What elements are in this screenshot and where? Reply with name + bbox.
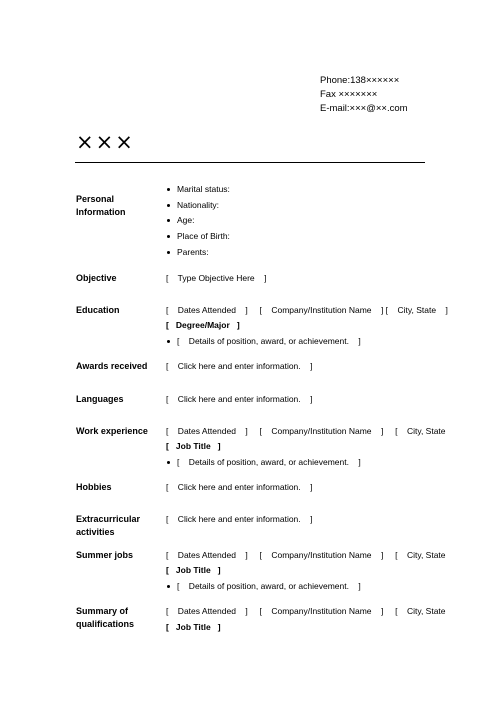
section-label-summary: Summary of qualifications xyxy=(76,606,135,629)
hobbies-field[interactable]: [ Click here and enter information. ] xyxy=(166,482,313,492)
education-degree-field[interactable]: [ Degree/Major ] xyxy=(166,320,240,330)
bullet-icon xyxy=(167,188,170,191)
list-item[interactable]: [ Details of position, award, or achievement. ] xyxy=(167,336,361,346)
section-label-education: Education xyxy=(76,305,120,315)
objective-field[interactable]: [ Type Objective Here ] xyxy=(166,273,267,283)
section-label-awards: Awards received xyxy=(76,361,148,371)
extracurricular-field[interactable]: [ Click here and enter information. ] xyxy=(166,514,313,524)
bullet-icon xyxy=(167,340,170,343)
phone-text: Phone:138×××××× xyxy=(320,75,400,86)
bullet-icon xyxy=(167,204,170,207)
languages-field[interactable]: [ Click here and enter information. ] xyxy=(166,394,313,404)
contact-block xyxy=(320,74,408,116)
section-label-work: Work experience xyxy=(76,426,148,436)
summer-dates-field[interactable]: [ Dates Attended ] [ Company/Institution Name ] [ City, State xyxy=(166,550,446,560)
list-item[interactable]: [ Details of position, award, or achievement. ] xyxy=(167,581,361,591)
header-divider xyxy=(75,162,425,163)
awards-field[interactable]: [ Click here and enter information. ] xyxy=(166,361,313,371)
section-label-summer: Summer jobs xyxy=(76,550,134,560)
bullet-icon xyxy=(167,235,170,238)
list-item: Marital status: xyxy=(167,184,230,194)
education-dates-field[interactable]: [ Dates Attended ] [ Company/Institution Name ] [ City, State ] xyxy=(166,305,448,315)
section-label-objective: Objective xyxy=(76,273,117,283)
bullet-icon xyxy=(167,219,170,222)
bullet-icon xyxy=(167,251,170,254)
bullet-icon xyxy=(167,585,170,588)
email-text: E-mail:×××@××.com xyxy=(320,103,408,114)
section-label-extracurricular: Extracurricular activities xyxy=(76,514,141,537)
summary-dates-field[interactable]: [ Dates Attended ] [ Company/Institution Name ] [ City, State xyxy=(166,606,446,616)
fax-text: Fax ××××××× xyxy=(320,89,378,100)
summary-jobtitle-field[interactable]: [ Job Title ] xyxy=(166,622,221,632)
section-label-hobbies: Hobbies xyxy=(76,482,112,492)
resume-name: ××× xyxy=(76,130,135,154)
summer-jobtitle-field[interactable]: [ Job Title ] xyxy=(166,565,221,575)
work-dates-field[interactable]: [ Dates Attended ] [ Company/Institution Name ] [ City, State xyxy=(166,426,446,436)
work-jobtitle-field[interactable]: [ Job Title ] xyxy=(166,441,221,451)
section-label-languages: Languages xyxy=(76,394,124,404)
list-item: Age: xyxy=(167,215,195,225)
list-item[interactable]: [ Details of position, award, or achievement. ] xyxy=(167,457,361,467)
section-label-personal: Personal Information xyxy=(76,194,126,217)
list-item: Nationality: xyxy=(167,200,219,210)
list-item: Parents: xyxy=(167,247,209,257)
list-item: Place of Birth: xyxy=(167,231,230,241)
bullet-icon xyxy=(167,461,170,464)
